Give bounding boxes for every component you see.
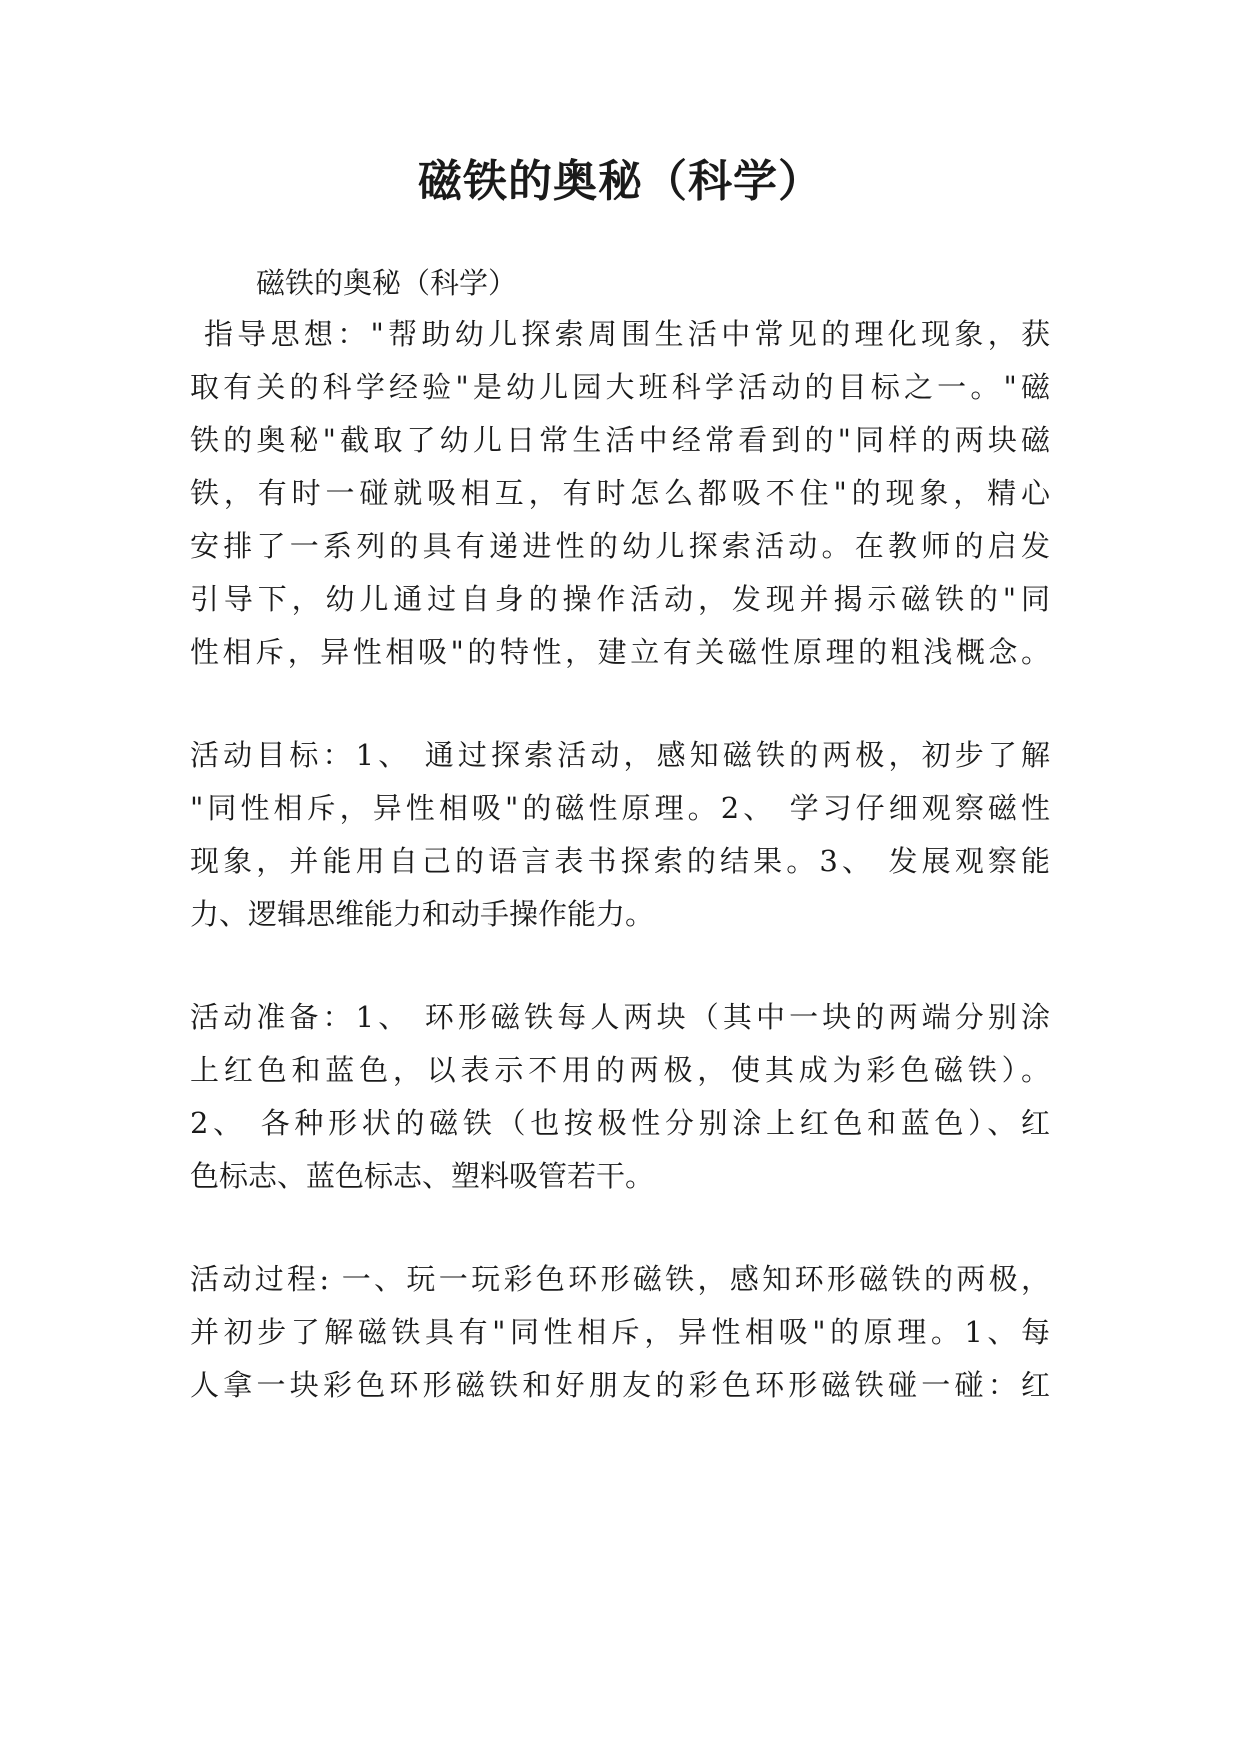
subtitle-line: 磁铁的奥秘（科学） <box>256 266 518 300</box>
body-line: 人拿一块彩色环形磁铁和好朋友的彩色环形磁铁碰一碰：红 <box>190 1368 1050 1402</box>
body-line: 引导下，幼儿通过自身的操作活动，发现并揭示磁铁的"同 <box>190 582 1050 616</box>
body-line: 铁，有时一碰就吸相互，有时怎么都吸不住"的现象，精心 <box>190 476 1050 510</box>
body-line: 色标志、蓝色标志、塑料吸管若干。 <box>190 1159 655 1193</box>
document-title: 磁铁的奥秘（科学） <box>418 156 823 207</box>
body-line: 安排了一系列的具有递进性的幼儿探索活动。在教师的启发 <box>190 529 1050 563</box>
body-line: 性相斥，异性相吸"的特性，建立有关磁性原理的粗浅概念。 <box>190 635 1050 669</box>
body-line: 指导思想："帮助幼儿探索周围生活中常见的理化现象，获 <box>204 317 1050 351</box>
body-line: 2、 各种形状的磁铁（也按极性分别涂上红色和蓝色）、红 <box>190 1106 1050 1140</box>
body-line: 取有关的科学经验"是幼儿园大班科学活动的目标之一。"磁 <box>190 370 1050 404</box>
body-line: 活动过程: 一、玩一玩彩色环形磁铁，感知环形磁铁的两极， <box>190 1262 1050 1296</box>
body-line: 活动目标：1、 通过探索活动，感知磁铁的两极，初步了解 <box>190 738 1050 772</box>
body-line: 并初步了解磁铁具有"同性相斥，异性相吸"的原理。1、每 <box>190 1315 1050 1349</box>
body-line: 力、逻辑思维能力和动手操作能力。 <box>190 897 655 931</box>
body-line: 铁的奥秘"截取了幼儿日常生活中经常看到的"同样的两块磁 <box>190 423 1050 457</box>
body-line: 上红色和蓝色，以表示不用的两极，使其成为彩色磁铁）。 <box>190 1053 1050 1087</box>
body-line: 活动准备：1、 环形磁铁每人两块（其中一块的两端分别涂 <box>190 1000 1050 1034</box>
body-line: 现象，并能用自己的语言表书探索的结果。3、 发展观察能 <box>190 844 1050 878</box>
body-line: "同性相斥，异性相吸"的磁性原理。2、 学习仔细观察磁性 <box>190 791 1050 825</box>
